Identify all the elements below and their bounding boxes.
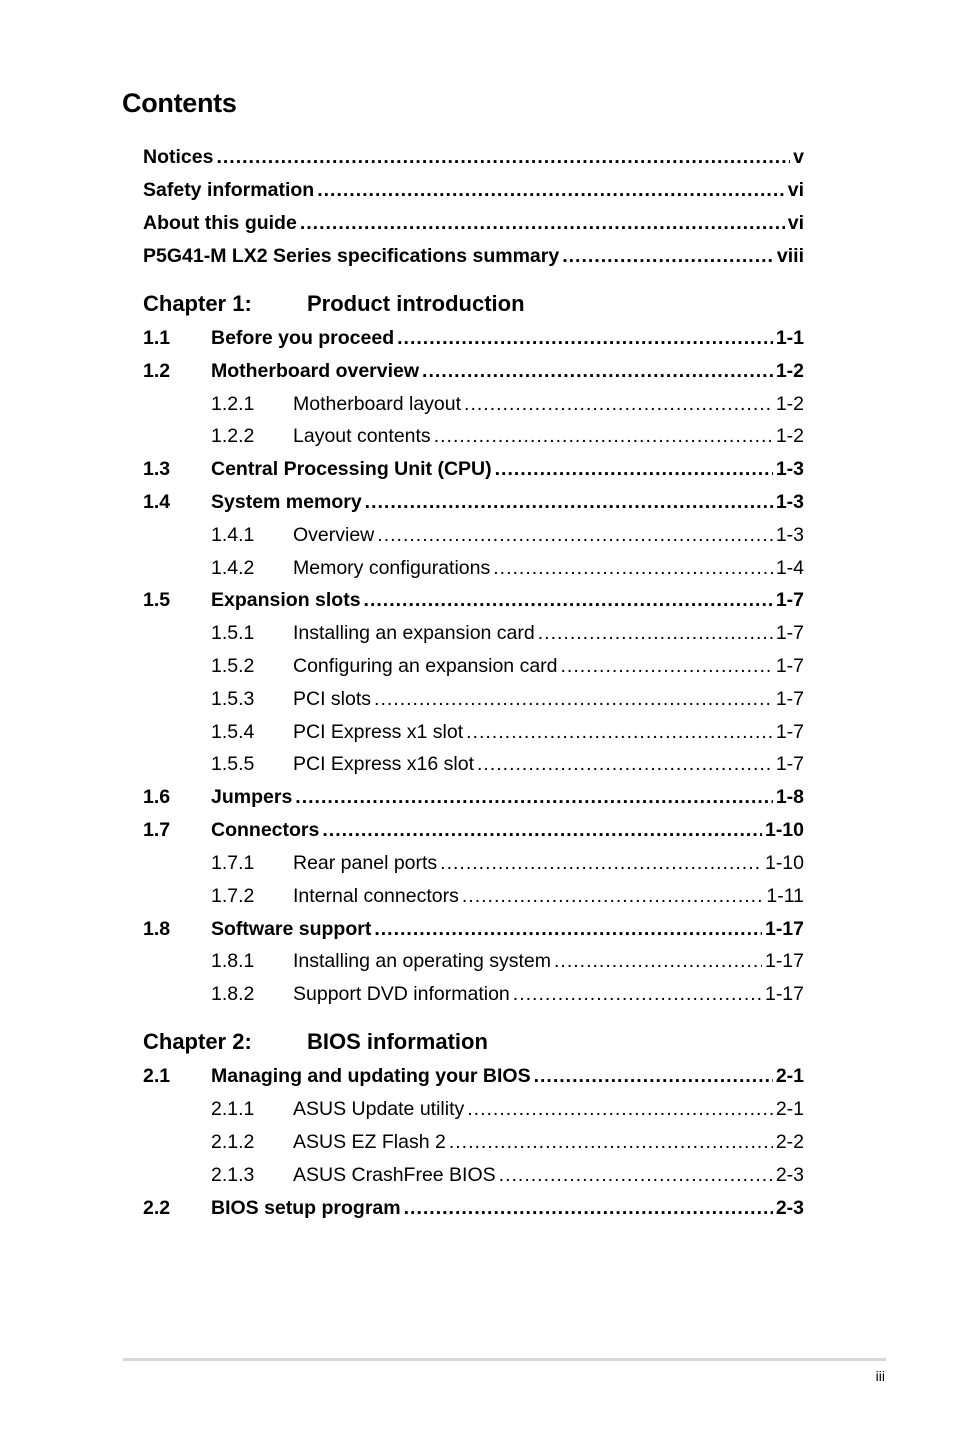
toc-label: About this guide [143,212,297,234]
dot-leader [513,982,762,1006]
toc-number: 1.4.2 [211,557,255,579]
toc-entry-2-1[interactable] [143,1064,804,1088]
toc-page: 1-17 [764,983,804,1005]
toc-page: 1-7 [775,753,804,775]
toc-number: 2.1 [143,1065,171,1087]
toc-entry-1-8-2[interactable] [211,982,804,1006]
toc-number: 2.1.1 [211,1098,255,1120]
toc-entry-2-1-1[interactable] [211,1097,804,1121]
toc-page: 2-1 [775,1065,804,1087]
toc-number: 1.5.3 [211,688,255,710]
dot-leader [495,457,773,481]
toc-number: 1.5.5 [211,753,255,775]
dot-leader [364,588,773,612]
dot-leader [404,1196,773,1220]
toc-page: 1-1 [775,327,804,349]
dot-leader [422,359,773,383]
dot-leader [397,326,773,350]
toc-page: 1-11 [766,885,804,907]
toc-number: 1.5 [143,589,171,611]
dot-leader [462,884,764,908]
toc-entry-1-5-1[interactable] [211,621,804,645]
toc-number: 1.2 [143,360,171,382]
chapter-2-heading[interactable] [143,1029,488,1055]
dot-leader [561,654,773,678]
dot-leader [449,1130,773,1154]
toc-number: 1.4 [143,491,171,513]
toc-page: 1-8 [775,786,804,808]
toc-label: Overview [293,524,375,546]
toc-page: 1-17 [764,950,804,972]
toc-entry-2-1-2[interactable] [211,1130,804,1154]
toc-number: 1.8.2 [211,983,255,1005]
toc-label: ASUS Update utility [293,1098,465,1120]
toc-entry-specifications-summary[interactable] [143,244,804,268]
dot-leader [562,244,774,268]
toc-entry-1-1[interactable] [143,326,804,350]
toc-entry-1-3[interactable] [143,457,804,481]
toc-entry-safety-information[interactable] [143,178,804,202]
toc-page: 1-10 [764,819,804,841]
chapter-title: BIOS information [307,1029,488,1054]
toc-page: 1-7 [775,589,804,611]
toc-page: 2-2 [775,1131,804,1153]
toc-number: 1.2.2 [211,425,255,447]
toc-entry-1-5-2[interactable] [211,654,804,678]
toc-page: 1-4 [775,557,804,579]
toc-number: 2.1.3 [211,1164,255,1186]
toc-entry-1-7-1[interactable] [211,851,804,875]
toc-label: Installing an operating system [293,950,551,972]
toc-page: 1-3 [775,524,804,546]
toc-label: Configuring an expansion card [293,655,558,677]
chapter-number: Chapter 2: [143,1029,252,1054]
page-number: iii [875,1368,885,1384]
toc-page: 1-2 [775,393,804,415]
footer-divider [123,1358,886,1361]
toc-page: 1-10 [764,852,804,874]
toc-entry-1-7-2[interactable] [211,884,804,908]
toc-number: 1.7 [143,819,171,841]
toc-number: 1.7.2 [211,885,255,907]
toc-entry-1-4-2[interactable] [211,556,804,580]
toc-label: Connectors [211,819,320,841]
toc-label: Installing an expansion card [293,622,535,644]
toc-label: P5G41-M LX2 Series specifications summary [143,245,560,267]
dot-leader [434,424,773,448]
toc-label: ASUS CrashFree BIOS [293,1164,496,1186]
toc-number: 1.1 [143,327,171,349]
toc-number: 1.8.1 [211,950,255,972]
toc-number: 2.1.2 [211,1131,255,1153]
toc-page: 1-2 [775,425,804,447]
toc-number: 1.5.1 [211,622,255,644]
toc-entry-2-2[interactable] [143,1196,804,1220]
toc-page: 1-2 [775,360,804,382]
toc-label: Jumpers [211,786,293,808]
toc-entry-1-7[interactable] [143,818,804,842]
toc-page: 2-3 [775,1164,804,1186]
toc-number: 1.4.1 [211,524,255,546]
toc-page: 1-7 [775,655,804,677]
toc-label: PCI slots [293,688,372,710]
toc-label: PCI Express x16 slot [293,753,474,775]
toc-number: 1.7.1 [211,852,255,874]
dot-leader [216,145,790,169]
toc-label: Managing and updating your BIOS [211,1065,531,1087]
dot-leader [322,818,762,842]
toc-label: Rear panel ports [293,852,438,874]
toc-entry-1-5-3[interactable] [211,687,804,711]
toc-label: Expansion slots [211,589,361,611]
toc-number: 1.8 [143,918,171,940]
toc-label: Notices [143,146,214,168]
toc-number: 1.2.1 [211,393,255,415]
dot-leader [374,917,762,941]
dot-leader [477,752,773,776]
toc-label: Motherboard layout [293,393,462,415]
toc-page: v [793,146,804,168]
toc-page: 1-7 [775,688,804,710]
dot-leader [534,1064,773,1088]
dot-leader [467,1097,773,1121]
toc-entry-about-this-guide[interactable] [143,211,804,235]
toc-label: System memory [211,491,362,513]
dot-leader [493,556,773,580]
toc-number: 2.2 [143,1197,171,1219]
toc-label: Internal connectors [293,885,459,907]
toc-label: Layout contents [293,425,431,447]
toc-page: 2-1 [775,1098,804,1120]
dot-leader [464,392,773,416]
toc-entry-1-2-1[interactable] [211,392,804,416]
toc-page: 1-7 [775,721,804,743]
toc-page: 1-3 [775,458,804,480]
dot-leader [466,720,773,744]
toc-entry-1-8[interactable] [143,917,804,941]
toc-entry-2-1-3[interactable] [211,1163,804,1187]
toc-entry-1-2[interactable] [143,359,804,383]
page-title: Contents [122,88,237,118]
toc-number: 1.5.2 [211,655,255,677]
dot-leader [374,687,773,711]
toc-label: Central Processing Unit (CPU) [211,458,492,480]
toc-label: Support DVD information [293,983,510,1005]
toc-entry-1-4-1[interactable] [211,523,804,547]
toc-label: Safety information [143,179,315,201]
chapter-1-heading[interactable] [143,291,525,317]
toc-label: Software support [211,918,372,940]
dot-leader [538,621,773,645]
dot-leader [365,490,773,514]
toc-entry-1-5-5[interactable] [211,752,804,776]
toc-page: viii [776,245,804,267]
toc-label: PCI Express x1 slot [293,721,464,743]
toc-entry-1-5-4[interactable] [211,720,804,744]
toc-entry-1-2-2[interactable] [211,424,804,448]
chapter-title: Product introduction [307,291,525,316]
toc-number: 1.5.4 [211,721,255,743]
toc-label: BIOS setup program [211,1197,401,1219]
dot-leader [554,949,762,973]
toc-page: 2-3 [775,1197,804,1219]
dot-leader [440,851,762,875]
dot-leader [377,523,773,547]
toc-page: vi [787,179,804,201]
dot-leader [499,1163,773,1187]
toc-label: Motherboard overview [211,360,420,382]
toc-page: 1-3 [775,491,804,513]
toc-entry-1-5[interactable] [143,588,804,612]
toc-entry-1-4[interactable] [143,490,804,514]
toc-label: ASUS EZ Flash 2 [293,1131,446,1153]
toc-number: 1.6 [143,786,171,808]
toc-label: Before you proceed [211,327,395,349]
toc-entry-notices[interactable] [143,145,804,169]
toc-entry-1-6[interactable] [143,785,804,809]
toc-page: 1-7 [775,622,804,644]
toc-page: 1-17 [764,918,804,940]
dot-leader [300,211,785,235]
toc-entry-1-8-1[interactable] [211,949,804,973]
dot-leader [317,178,785,202]
dot-leader [295,785,773,809]
toc-page: vi [787,212,804,234]
chapter-number: Chapter 1: [143,291,252,316]
toc-label: Memory configurations [293,557,491,579]
toc-number: 1.3 [143,458,171,480]
